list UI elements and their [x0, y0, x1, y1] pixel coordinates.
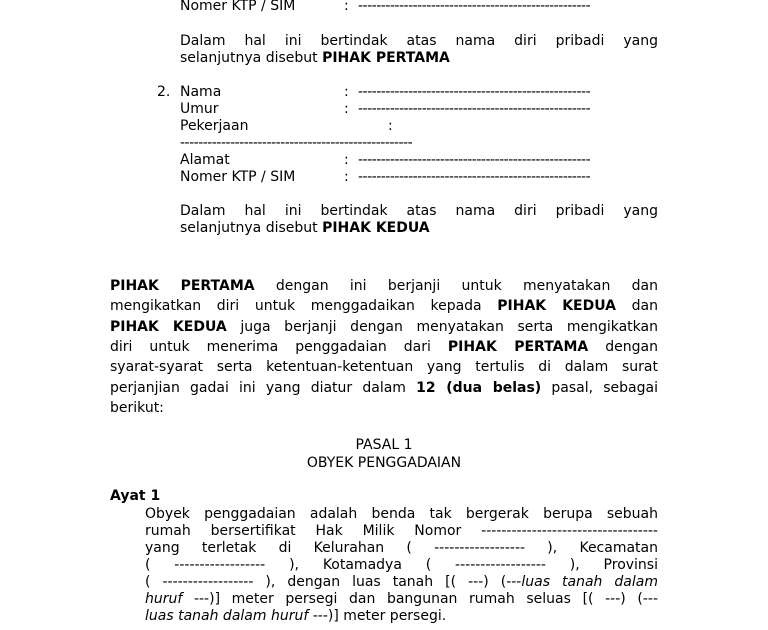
- agreement-line-1: PIHAK PERTAMA dengan ini berjanji untuk menyatakan dan: [110, 278, 658, 294]
- party2-name-dashes: ---------------------------------------------------: [358, 84, 591, 100]
- party1-ktp-label: Nomer KTP / SIM: [180, 0, 296, 14]
- party2-address-dashes: ---------------------------------------------------: [358, 152, 591, 168]
- party2-age-label: Umur: [180, 101, 219, 117]
- ayat-label: Ayat 1: [110, 488, 161, 504]
- party2-age-colon: :: [344, 101, 349, 117]
- agreement-line-7: berikut:: [110, 400, 164, 416]
- ayat-line-6: huruf ---)] meter persegi dan bangunan rumah seluas [( ---) (---: [145, 591, 658, 607]
- ayat-line-1: Obyek penggadaian adalah benda tak bergerak berupa sebuah: [145, 506, 658, 522]
- party1-statement-line2: selanjutnya disebut PIHAK PERTAMA: [180, 50, 450, 66]
- party2-role: PIHAK KEDUA: [322, 220, 430, 236]
- party2-name-colon: :: [344, 84, 349, 100]
- party2-job-label: Pekerjaan: [180, 118, 249, 134]
- agreement-line-6: perjanjian gadai ini yang diatur dalam 12 (dua belas) pasal, sebagai: [110, 380, 658, 396]
- agreement-line-5: syarat-syarat serta ketentuan-ketentuan yang tertulis di dalam surat: [110, 359, 658, 375]
- agreement-line-2: mengikatkan diri untuk menggadaikan kepada PIHAK KEDUA dan: [110, 298, 658, 314]
- pasal-subtitle: OBYEK PENGGADAIAN: [306, 455, 462, 471]
- ayat-line-4: ( ------------------ ), Kotamadya ( ------------------ ), Provinsi: [145, 557, 658, 573]
- party2-name-label: Nama: [180, 84, 222, 100]
- party2-address-label: Alamat: [180, 152, 230, 168]
- party1-ktp-colon: :: [344, 0, 349, 14]
- party2-ktp-dashes: ---------------------------------------------------: [358, 169, 591, 185]
- party1-role: PIHAK PERTAMA: [322, 50, 450, 66]
- party2-ktp-label: Nomer KTP / SIM: [180, 169, 296, 185]
- party2-address-colon: :: [344, 152, 349, 168]
- party1-statement-line1: Dalam hal ini bertindak atas nama diri pribadi yang: [180, 33, 658, 49]
- agreement-line-3: PIHAK KEDUA juga berjanji dengan menyatakan serta mengikatkan: [110, 319, 658, 335]
- ayat-line-3: yang terletak di Kelurahan ( ------------------ ), Kecamatan: [145, 540, 658, 556]
- ayat-line-5: ( ------------------ ), dengan luas tanah [( ---) (---luas tanah dalam: [145, 574, 658, 590]
- party1-ktp-dashes: ---------------------------------------------------: [358, 0, 591, 14]
- pasal-title: PASAL 1: [355, 437, 413, 453]
- party2-statement-line2: selanjutnya disebut PIHAK KEDUA: [180, 220, 430, 236]
- party2-number: 2.: [157, 84, 171, 100]
- party2-job-colon: :: [388, 118, 393, 134]
- party2-age-dashes: ---------------------------------------------------: [358, 101, 591, 117]
- ayat-line-2: rumah bersertifikat Hak Milik Nomor -----------------------------------: [145, 523, 658, 539]
- ayat-line-7: luas tanah dalam huruf ---)] meter persegi.: [145, 608, 447, 624]
- party2-statement-line1: Dalam hal ini bertindak atas nama diri pribadi yang: [180, 203, 658, 219]
- party2-job-dashes: ---------------------------------------------------: [180, 135, 413, 151]
- agreement-line-4: diri untuk menerima penggadaian dari PIHAK PERTAMA dengan: [110, 339, 658, 355]
- party2-ktp-colon: :: [344, 169, 349, 185]
